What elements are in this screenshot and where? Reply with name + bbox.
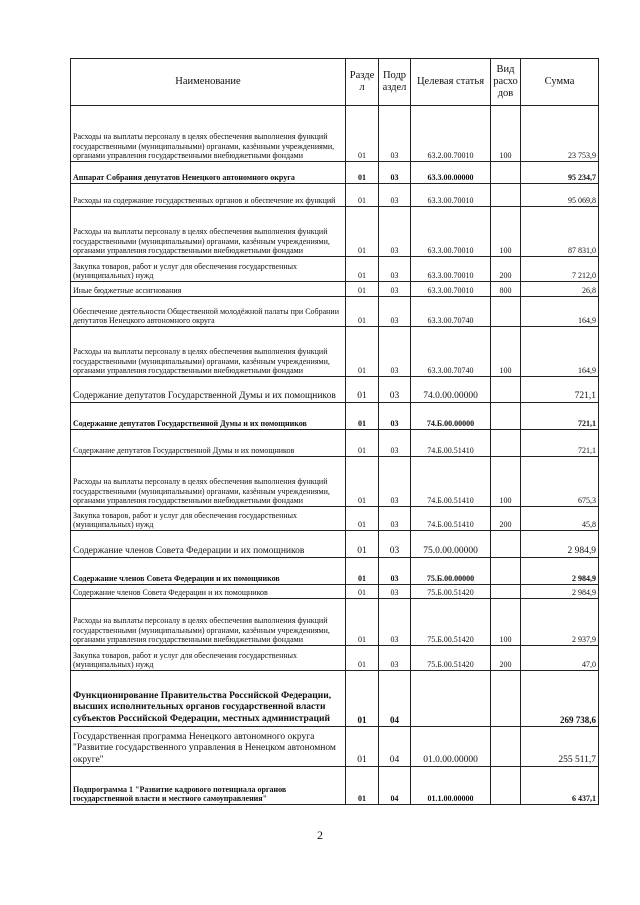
cell-target: 74.Б.00.51410 bbox=[411, 507, 491, 531]
cell-section: 01 bbox=[346, 282, 379, 297]
cell-subsection: 03 bbox=[379, 257, 411, 282]
cell-sum: 721,1 bbox=[521, 403, 599, 430]
cell-sum: 47,0 bbox=[521, 646, 599, 671]
table-row bbox=[71, 327, 599, 377]
cell-target: 63.3.00.70010 bbox=[411, 184, 491, 207]
cell-subsection: 03 bbox=[379, 377, 411, 403]
header-subsection: Подр аздел bbox=[379, 59, 411, 106]
header-section: Разде л bbox=[346, 59, 379, 106]
cell-section: 01 bbox=[346, 727, 379, 767]
cell-section: 01 bbox=[346, 297, 379, 327]
table-header-row bbox=[71, 59, 599, 106]
cell-name: Закупка товаров, работ и услуг для обеспечения государственных (муниципальных) нужд bbox=[71, 257, 346, 282]
table-row bbox=[71, 162, 599, 184]
cell-kind bbox=[491, 671, 521, 727]
table-row bbox=[71, 297, 599, 327]
cell-section: 01 bbox=[346, 646, 379, 671]
cell-subsection: 03 bbox=[379, 282, 411, 297]
cell-kind bbox=[491, 531, 521, 558]
cell-kind bbox=[491, 403, 521, 430]
cell-sum: 2 984,9 bbox=[521, 531, 599, 558]
cell-section: 01 bbox=[346, 106, 379, 162]
cell-sum: 2 984,9 bbox=[521, 558, 599, 585]
cell-subsection: 03 bbox=[379, 403, 411, 430]
cell-sum: 2 984,9 bbox=[521, 585, 599, 599]
cell-subsection: 03 bbox=[379, 430, 411, 457]
cell-target: 75.Б.00.00000 bbox=[411, 558, 491, 585]
cell-subsection: 03 bbox=[379, 646, 411, 671]
table-row bbox=[71, 403, 599, 430]
cell-kind bbox=[491, 585, 521, 599]
cell-section: 01 bbox=[346, 507, 379, 531]
cell-section: 01 bbox=[346, 184, 379, 207]
cell-section: 01 bbox=[346, 671, 379, 727]
table-row bbox=[71, 282, 599, 297]
table-body bbox=[71, 106, 599, 805]
table-row bbox=[71, 599, 599, 646]
cell-kind bbox=[491, 162, 521, 184]
cell-subsection: 03 bbox=[379, 207, 411, 257]
table-row bbox=[71, 430, 599, 457]
cell-subsection: 03 bbox=[379, 297, 411, 327]
cell-subsection: 03 bbox=[379, 558, 411, 585]
cell-sum: 7 212,0 bbox=[521, 257, 599, 282]
cell-section: 01 bbox=[346, 327, 379, 377]
budget-sheet bbox=[70, 58, 598, 805]
cell-kind: 200 bbox=[491, 257, 521, 282]
cell-section: 01 bbox=[346, 585, 379, 599]
header-name: Наименование bbox=[71, 59, 346, 106]
cell-name: Содержание депутатов Государственной Думы и их помощников bbox=[71, 430, 346, 457]
cell-sum: 255 511,7 bbox=[521, 727, 599, 767]
cell-section: 01 bbox=[346, 531, 379, 558]
cell-target: 01.1.00.00000 bbox=[411, 767, 491, 805]
cell-sum: 2 937,9 bbox=[521, 599, 599, 646]
cell-kind: 100 bbox=[491, 457, 521, 507]
cell-name: Расходы на выплаты персоналу в целях обеспечения выполнения функций государственными (муниципальными) органами, казённым учреждениями, органами управления государственными внебюджетными фондами bbox=[71, 599, 346, 646]
cell-target: 75.Б.00.51420 bbox=[411, 599, 491, 646]
cell-target: 63.3.00.00000 bbox=[411, 162, 491, 184]
table-row bbox=[71, 727, 599, 767]
cell-section: 01 bbox=[346, 377, 379, 403]
cell-sum: 269 738,6 bbox=[521, 671, 599, 727]
table-row bbox=[71, 106, 599, 162]
cell-section: 01 bbox=[346, 403, 379, 430]
cell-subsection: 03 bbox=[379, 599, 411, 646]
cell-sum: 95 234,7 bbox=[521, 162, 599, 184]
table-row bbox=[71, 646, 599, 671]
cell-subsection: 03 bbox=[379, 106, 411, 162]
cell-target bbox=[411, 671, 491, 727]
cell-target: 75.Б.00.51420 bbox=[411, 585, 491, 599]
cell-kind bbox=[491, 297, 521, 327]
table-row bbox=[71, 184, 599, 207]
cell-section: 01 bbox=[346, 257, 379, 282]
cell-sum: 95 069,8 bbox=[521, 184, 599, 207]
cell-subsection: 03 bbox=[379, 327, 411, 377]
cell-target: 75.Б.00.51420 bbox=[411, 646, 491, 671]
cell-kind: 800 bbox=[491, 282, 521, 297]
cell-section: 01 bbox=[346, 599, 379, 646]
cell-name: Расходы на выплаты персоналу в целях обеспечения выполнения функций государственными (муниципальными) органами, казённым учреждениями, органами управления государственными внебюджетными фондами bbox=[71, 327, 346, 377]
table-row bbox=[71, 457, 599, 507]
table-row bbox=[71, 531, 599, 558]
cell-subsection: 03 bbox=[379, 531, 411, 558]
cell-subsection: 04 bbox=[379, 727, 411, 767]
cell-section: 01 bbox=[346, 207, 379, 257]
cell-kind bbox=[491, 184, 521, 207]
table-row bbox=[71, 257, 599, 282]
cell-target: 01.0.00.00000 bbox=[411, 727, 491, 767]
cell-target: 63.3.00.70010 bbox=[411, 207, 491, 257]
cell-section: 01 bbox=[346, 767, 379, 805]
cell-subsection: 04 bbox=[379, 767, 411, 805]
cell-name: Иные бюджетные ассигнования bbox=[71, 282, 346, 297]
cell-name: Аппарат Собрания депутатов Ненецкого автономного округа bbox=[71, 162, 346, 184]
cell-sum: 164,9 bbox=[521, 297, 599, 327]
cell-sum: 87 831,0 bbox=[521, 207, 599, 257]
cell-name: Закупка товаров, работ и услуг для обеспечения государственных (муниципальных) нужд bbox=[71, 646, 346, 671]
cell-subsection: 03 bbox=[379, 457, 411, 507]
cell-name: Расходы на содержание государственных органов и обеспечение их функций bbox=[71, 184, 346, 207]
cell-kind: 200 bbox=[491, 646, 521, 671]
cell-target: 74.Б.00.51410 bbox=[411, 430, 491, 457]
cell-kind: 100 bbox=[491, 106, 521, 162]
cell-kind: 100 bbox=[491, 207, 521, 257]
table-row bbox=[71, 558, 599, 585]
cell-target: 63.3.00.70010 bbox=[411, 257, 491, 282]
cell-sum: 164,9 bbox=[521, 327, 599, 377]
cell-subsection: 04 bbox=[379, 671, 411, 727]
cell-name: Государственная программа Ненецкого автономного округа "Развитие государственного управления в Ненецком автономном округе" bbox=[71, 727, 346, 767]
cell-target: 63.3.00.70740 bbox=[411, 327, 491, 377]
cell-name: Обеспечение деятельности Общественной молодёжной палаты при Собрании депутатов Ненецкого автономного округа bbox=[71, 297, 346, 327]
cell-target: 63.2.00.70010 bbox=[411, 106, 491, 162]
cell-kind bbox=[491, 727, 521, 767]
cell-name: Содержание членов Совета Федерации и их помощников bbox=[71, 531, 346, 558]
budget-table bbox=[70, 58, 599, 805]
cell-name: Функционирование Правительства Российской Федерации, высших исполнительных органов государственной власти субъектов Российской Федерации, местных администраций bbox=[71, 671, 346, 727]
cell-subsection: 03 bbox=[379, 507, 411, 531]
cell-name: Расходы на выплаты персоналу в целях обеспечения выполнения функций государственными (муниципальными) органами, казённым учреждениями, органами управления государственными внебюджетными фондами bbox=[71, 457, 346, 507]
cell-kind bbox=[491, 767, 521, 805]
cell-subsection: 03 bbox=[379, 162, 411, 184]
table-row bbox=[71, 377, 599, 403]
table-row bbox=[71, 671, 599, 727]
cell-section: 01 bbox=[346, 457, 379, 507]
cell-kind bbox=[491, 430, 521, 457]
cell-name: Содержание членов Совета Федерации и их помощников bbox=[71, 585, 346, 599]
cell-sum: 721,1 bbox=[521, 430, 599, 457]
header-target: Целевая статья bbox=[411, 59, 491, 106]
cell-target: 74.Б.00.51410 bbox=[411, 457, 491, 507]
cell-subsection: 03 bbox=[379, 585, 411, 599]
cell-section: 01 bbox=[346, 558, 379, 585]
cell-kind bbox=[491, 558, 521, 585]
page-number: 2 bbox=[317, 828, 323, 842]
cell-section: 01 bbox=[346, 430, 379, 457]
table-row bbox=[71, 767, 599, 805]
cell-target: 63.3.00.70010 bbox=[411, 282, 491, 297]
table-row bbox=[71, 207, 599, 257]
cell-sum: 675,3 bbox=[521, 457, 599, 507]
cell-section: 01 bbox=[346, 162, 379, 184]
cell-kind: 100 bbox=[491, 599, 521, 646]
cell-name: Расходы на выплаты персоналу в целях обеспечения выполнения функций государственными (муниципальными) органами, казённым учреждениями, органами управления государственными внебюджетными фондами bbox=[71, 207, 346, 257]
cell-subsection: 03 bbox=[379, 184, 411, 207]
cell-name: Закупка товаров, работ и услуг для обеспечения государственных (муниципальных) нужд bbox=[71, 507, 346, 531]
cell-name: Содержание депутатов Государственной Думы и их помощников bbox=[71, 403, 346, 430]
header-sum: Сумма bbox=[521, 59, 599, 106]
header-kind: Вид расхо дов bbox=[491, 59, 521, 106]
cell-name: Расходы на выплаты персоналу в целях обеспечения выполнения функций государственными (муниципальными) органами, казёнными учреждениями, органами управления государственными внебюджетными фондами bbox=[71, 106, 346, 162]
table-row bbox=[71, 585, 599, 599]
cell-target: 74.0.00.00000 bbox=[411, 377, 491, 403]
cell-target: 63.3.00.70740 bbox=[411, 297, 491, 327]
cell-kind: 200 bbox=[491, 507, 521, 531]
table-row bbox=[71, 507, 599, 531]
cell-name: Содержание членов Совета Федерации и их помощников bbox=[71, 558, 346, 585]
cell-name: Подпрограмма 1 "Развитие кадрового потенциала органов государственной власти и местного самоуправления" bbox=[71, 767, 346, 805]
cell-name: Содержание депутатов Государственной Думы и их помощников bbox=[71, 377, 346, 403]
cell-sum: 23 753,9 bbox=[521, 106, 599, 162]
cell-kind bbox=[491, 377, 521, 403]
cell-sum: 45,8 bbox=[521, 507, 599, 531]
cell-sum: 26,8 bbox=[521, 282, 599, 297]
cell-target: 75.0.00.00000 bbox=[411, 531, 491, 558]
cell-target: 74.Б.00.00000 bbox=[411, 403, 491, 430]
cell-kind: 100 bbox=[491, 327, 521, 377]
cell-sum: 721,1 bbox=[521, 377, 599, 403]
cell-sum: 6 437,1 bbox=[521, 767, 599, 805]
